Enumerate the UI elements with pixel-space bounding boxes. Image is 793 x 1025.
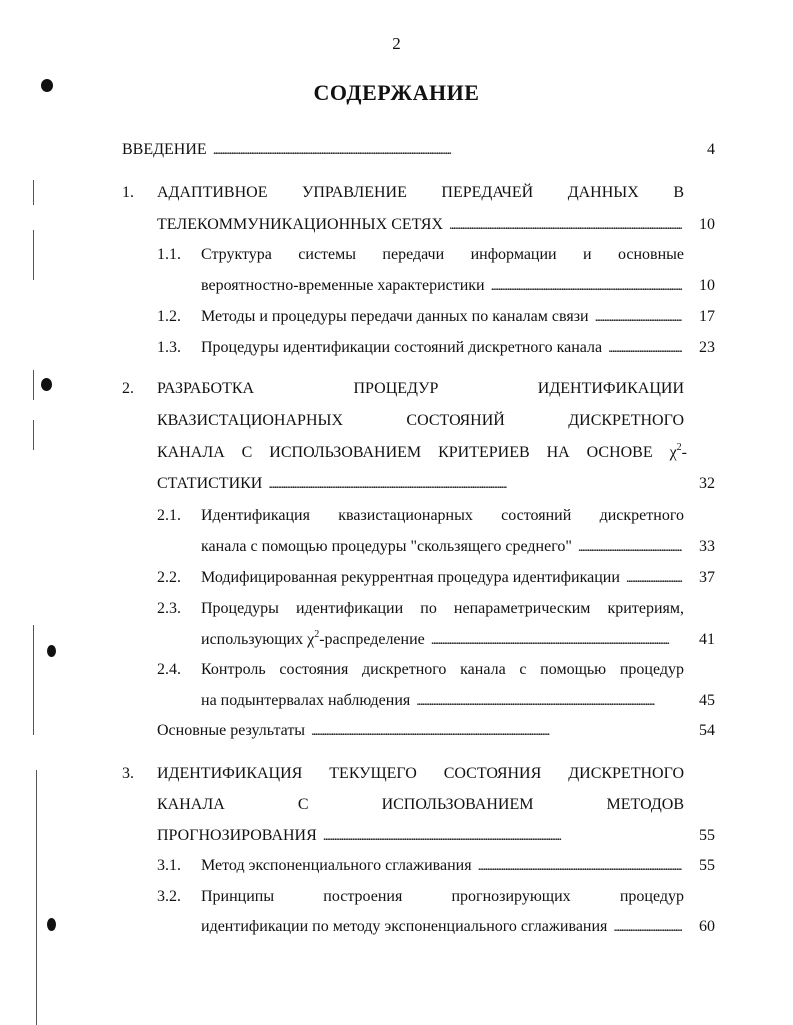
dot-leader xyxy=(478,853,682,880)
section-title-line: канала с помощью процедуры "скользящего среднего" xyxy=(201,538,572,555)
section-title-line: вероятностно-временные характеристики xyxy=(201,277,485,294)
dot-leader xyxy=(608,335,682,362)
section-title-line: Процедуры идентификации по непараметрическим критериям, xyxy=(201,600,684,617)
toc-page-number: 37 xyxy=(699,569,715,586)
chapter-title-line: КВАЗИСТАЦИОНАРНЫХ СОСТОЯНИЙ ДИСКРЕТНОГО xyxy=(157,412,684,429)
toc-page-number: 41 xyxy=(699,631,715,648)
section-title-line: идентификации по методу экспоненциального сглаживания xyxy=(201,918,608,935)
toc-section-1-3[interactable] xyxy=(0,335,793,361)
page-title: СОДЕРЖАНИЕ xyxy=(313,80,480,105)
section-number: 1.3. xyxy=(157,339,181,356)
section-title-text: -распределение xyxy=(319,631,425,648)
toc-section-3-2-cont[interactable] xyxy=(0,914,793,940)
superscript: 2 xyxy=(676,441,682,453)
dot-leader xyxy=(491,273,682,300)
toc-section-3-1[interactable] xyxy=(0,853,793,879)
toc-section-2-2[interactable] xyxy=(0,565,793,591)
toc-page-number: 60 xyxy=(699,918,715,935)
section-title-line: на подынтервалах наблюдения xyxy=(201,692,411,709)
chapter-number: 1. xyxy=(122,184,134,201)
toc-entry-intro[interactable] xyxy=(0,137,793,163)
page-number: 2 xyxy=(392,34,401,53)
chapter-title-line: ПРОГНОЗИРОВАНИЯ xyxy=(157,827,317,844)
dot-leader xyxy=(431,627,682,654)
toc-chapter-1[interactable] xyxy=(0,180,793,206)
dot-leader xyxy=(626,565,682,592)
toc-section-1-1[interactable] xyxy=(0,242,793,268)
dot-leader xyxy=(595,304,682,331)
toc-section-2-3[interactable] xyxy=(0,596,793,622)
toc-page-number: 32 xyxy=(699,475,715,492)
toc-chapter-2-cont[interactable] xyxy=(0,440,793,466)
toc-page-number: 54 xyxy=(699,722,715,739)
chapter-number: 3. xyxy=(122,765,134,782)
toc-chapter-2-cont[interactable] xyxy=(0,408,793,434)
chapter-title-line: РАЗРАБОТКА ПРОЦЕДУР ИДЕНТИФИКАЦИИ xyxy=(157,380,684,397)
toc-section-2-4[interactable] xyxy=(0,657,793,683)
dot-leader xyxy=(578,534,682,561)
toc-page-number: 55 xyxy=(699,827,715,844)
chapter-title-line xyxy=(157,440,687,466)
dot-leader xyxy=(613,914,682,941)
section-title-line xyxy=(201,627,425,653)
section-number: 2.1. xyxy=(157,507,181,524)
dot-leader xyxy=(268,471,682,498)
dot-leader xyxy=(323,823,682,850)
toc-page-number: 10 xyxy=(699,216,715,233)
toc-page-number: 4 xyxy=(707,141,715,158)
toc-chapter-2[interactable] xyxy=(0,376,793,402)
section-number: 1.2. xyxy=(157,308,181,325)
toc-page-number: 45 xyxy=(699,692,715,709)
section-number: 2.4. xyxy=(157,661,181,678)
section-number: 3.2. xyxy=(157,888,181,905)
section-number: 2.3. xyxy=(157,600,181,617)
section-number: 2.2. xyxy=(157,569,181,586)
toc-entry-title: Основные результаты xyxy=(157,722,306,739)
section-title-line: Структура системы передачи информации и основные xyxy=(201,246,684,263)
section-number: 3.1. xyxy=(157,857,181,874)
chapter-title-line: ИДЕНТИФИКАЦИЯ ТЕКУЩЕГО СОСТОЯНИЯ ДИСКРЕТНОГО xyxy=(157,765,684,782)
toc-section-2-4-cont[interactable] xyxy=(0,688,793,714)
toc-page-number: 55 xyxy=(699,857,715,874)
chapter-title-line: АДАПТИВНОЕ УПРАВЛЕНИЕ ПЕРЕДАЧЕЙ ДАННЫХ В xyxy=(157,184,684,201)
dot-leader xyxy=(449,212,682,239)
toc-section-2-1-cont[interactable] xyxy=(0,534,793,560)
toc-section-3-2[interactable] xyxy=(0,884,793,910)
toc-section-2-1[interactable] xyxy=(0,503,793,529)
section-number: 1.1. xyxy=(157,246,181,263)
chapter-title-line: СТАТИСТИКИ xyxy=(157,475,263,492)
section-title-text: использующих χ xyxy=(201,631,315,648)
section-title-line: Модифицированная рекуррентная процедура идентификации xyxy=(201,569,620,586)
toc-chapter-1-cont[interactable] xyxy=(0,212,793,238)
chapter-title-text: КАНАЛА С ИСПОЛЬЗОВАНИЕМ КРИТЕРИЕВ НА ОСНОВЕ χ xyxy=(157,444,677,461)
dot-leader xyxy=(213,137,682,164)
toc-page-number: 17 xyxy=(699,308,715,325)
toc-page-number: 23 xyxy=(699,339,715,356)
toc-page-number: 10 xyxy=(699,277,715,294)
superscript: 2 xyxy=(314,628,320,640)
toc-section-1-2[interactable] xyxy=(0,304,793,330)
toc-chapter-3[interactable] xyxy=(0,761,793,787)
toc-page-number: 33 xyxy=(699,538,715,555)
section-title-line: Контроль состояния дискретного канала с помощью процедур xyxy=(201,661,684,678)
chapter-number: 2. xyxy=(122,380,134,397)
chapter-title-line: ТЕЛЕКОММУНИКАЦИОННЫХ СЕТЯХ xyxy=(157,216,444,233)
toc-section-2-3-cont[interactable] xyxy=(0,627,793,653)
dot-leader xyxy=(416,688,682,715)
toc-section-1-1-cont[interactable] xyxy=(0,273,793,299)
toc-chapter-2-cont[interactable] xyxy=(0,471,793,497)
dot-leader xyxy=(311,718,682,745)
toc-chapter-3-cont[interactable] xyxy=(0,792,793,818)
toc-entry-results[interactable] xyxy=(0,718,793,744)
section-title-line: Принципы построения прогнозирующих процедур xyxy=(201,888,684,905)
chapter-title-text: - xyxy=(681,444,687,461)
section-title-line: Процедуры идентификации состояний дискретного канала xyxy=(201,339,603,356)
toc-chapter-3-cont[interactable] xyxy=(0,823,793,849)
chapter-title-line: КАНАЛА С ИСПОЛЬЗОВАНИЕМ МЕТОДОВ xyxy=(157,796,684,813)
toc-entry-title: ВВЕДЕНИЕ xyxy=(122,141,207,158)
section-title-line: Методы и процедуры передачи данных по каналам связи xyxy=(201,308,589,325)
section-title-line: Метод экспоненциального сглаживания xyxy=(201,857,472,874)
section-title-line: Идентификация квазистационарных состояний дискретного xyxy=(201,507,684,524)
